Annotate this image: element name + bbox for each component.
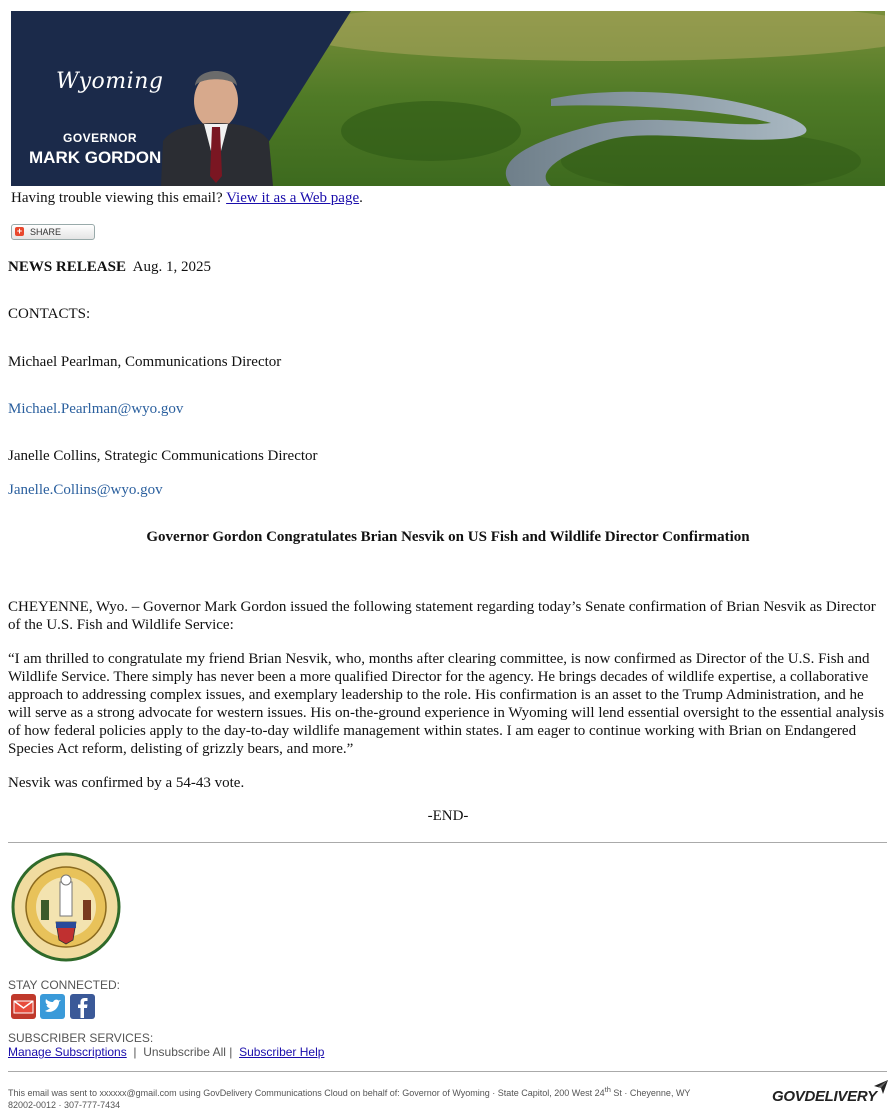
view-web-link[interactable]: View it as a Web page — [226, 190, 360, 206]
share-label: SHARE — [30, 227, 62, 237]
contact-email[interactable]: Michael.Pearlman@wyo.gov — [8, 401, 184, 417]
twitter-icon[interactable] — [40, 994, 65, 1019]
manage-subscriptions-link[interactable]: Manage Subscriptions — [8, 1045, 127, 1059]
header-banner — [11, 11, 885, 186]
facebook-icon[interactable] — [70, 994, 95, 1019]
body-paragraph: CHEYENNE, Wyo. – Governor Mark Gordon issued the following statement regarding today’s Senate confirmation of Brian Nesvik as Director of the U.S. Fish and Wildlife Service: — [8, 599, 876, 633]
footer-text — [8, 1084, 773, 1111]
body-quote: “I am thrilled to congratulate my friend Brian Nesvik, who, months after clearing committee, is now confirmed as Director of the U.S. Fish and Wildlife Service. There simply has never been a more qualified Director for the agency. He brings decades of wildlife expertise, a collaborative approach to addressing complex issues, and exemplary leadership to the role. His confirmation is an asset to the Trump Administration, and he will serve as a strong advocate for western issues. His on-the-ground experience in Wyoming will lend essential oversight to the essential analysis of how federal policies apply to the day-to-day wildlife management within states. I am eager to continue working with Brian on Endangered Species Act reform, delisting of grizzly bears, and more.” — [8, 651, 885, 757]
govdelivery-logo[interactable] — [772, 1088, 877, 1105]
stay-connected-label: STAY CONNECTED: — [8, 978, 121, 992]
footer-sup: th — [604, 1085, 611, 1094]
subscriber-services-label: SUBSCRIBER SERVICES: — [8, 1031, 154, 1045]
subscriber-help-link[interactable]: Subscriber Help — [239, 1045, 325, 1059]
unsubscribe-all-link[interactable]: Unsubscribe All — [143, 1045, 226, 1059]
paper-plane-icon — [874, 1080, 888, 1094]
footer-line: This email was sent to xxxxxx@gmail.com using GovDelivery Communications Cloud on behalf of: Governor of Wyoming · State Capitol, 200 West 24 — [8, 1088, 605, 1098]
govdelivery-label: GOVDELIVERY — [772, 1088, 877, 1105]
view-web-suffix: . — [359, 190, 363, 206]
release-line — [8, 259, 211, 276]
divider — [8, 842, 887, 843]
footer-line: St · Cheyenne, WY — [610, 1088, 691, 1098]
view-web-notice — [11, 190, 363, 207]
view-web-text: Having trouble viewing this email? — [11, 190, 223, 206]
email-icon[interactable] — [11, 994, 36, 1019]
separator: | — [133, 1045, 137, 1059]
divider — [8, 1071, 887, 1072]
release-label: NEWS RELEASE — [8, 259, 126, 275]
release-date: Aug. 1, 2025 — [132, 259, 211, 275]
contact-name: Janelle Collins, Strategic Communications Director — [8, 448, 318, 464]
body-paragraph: Nesvik was confirmed by a 54-43 vote. — [8, 775, 245, 791]
footer-line: 82002-0012 · 307-777-7434 — [8, 1100, 121, 1110]
separator: | — [229, 1045, 233, 1059]
banner-title: GOVERNOR — [63, 131, 138, 145]
subscriber-links — [8, 1045, 324, 1059]
share-button[interactable] — [11, 224, 95, 240]
contact-email[interactable]: Janelle.Collins@wyo.gov — [8, 482, 163, 498]
contacts-heading: CONTACTS: — [8, 306, 91, 322]
plus-icon: + — [16, 226, 23, 236]
wyoming-state-seal — [11, 852, 121, 962]
press-headline: Governor Gordon Congratulates Brian Nesvik on US Fish and Wildlife Director Confirmation — [146, 529, 750, 545]
end-marker: -END- — [427, 808, 469, 824]
wyoming-logo: Wyoming — [56, 69, 164, 94]
banner-governor-name: MARK GORDON — [29, 148, 162, 167]
contact-name: Michael Pearlman, Communications Director — [8, 354, 282, 370]
